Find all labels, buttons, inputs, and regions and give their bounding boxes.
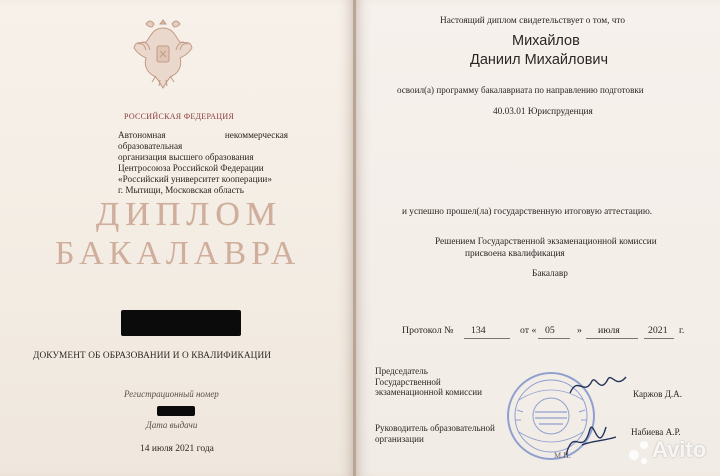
qualification: Бакалавр — [532, 269, 568, 279]
issue-date-label: Дата выдачи — [146, 420, 198, 430]
organization-line: «Российский университет кооперации» — [118, 174, 272, 184]
organization-line: Автономная некоммерческая образовательная — [118, 130, 288, 151]
graduate-surname: Михайлов — [512, 33, 580, 49]
registration-number-label: Регистрационный номер — [124, 389, 219, 399]
protocol-close-quote: » — [577, 325, 582, 336]
mastered-program-text: освоил(а) программу бакалавриата по направлению подготовки — [397, 85, 644, 95]
protocol-year: 2021 — [648, 325, 668, 336]
protocol-label: Протокол № — [402, 325, 454, 336]
diploma-title-line2: БАКАЛАВРА — [55, 235, 301, 272]
organization-name — [118, 130, 288, 196]
commission-chair-title: Председатель Государственной экзаменационной комиссии — [375, 366, 482, 397]
program-code: 40.03.01 Юриспруденция — [493, 107, 593, 117]
document-type: ДОКУМЕНТ ОБ ОБРАЗОВАНИИ И О КВАЛИФИКАЦИИ — [33, 351, 272, 361]
protocol-number: 134 — [471, 325, 486, 336]
intro-text: Настоящий диплом свидетельствует о том, что — [440, 16, 625, 26]
organization-city: г. Мытищи, Московская область — [118, 185, 244, 195]
organization-line: Центросоюза Российской Федерации — [118, 163, 264, 173]
issue-date: 14 июля 2021 года — [140, 444, 214, 454]
commission-chair-name: Каржов Д.А. — [633, 389, 683, 399]
protocol-date-prefix: от « — [520, 325, 537, 336]
coat-of-arms-emblem — [132, 14, 194, 94]
diploma-title-line1: ДИПЛОМ — [96, 196, 283, 233]
organization-line: организация высшего образования — [118, 152, 254, 162]
protocol-number-underline — [464, 338, 510, 339]
redacted-serial-number — [121, 310, 241, 336]
protocol-month-underline — [586, 338, 638, 339]
country-heading: РОССИЙСКАЯ ФЕДЕРАЦИЯ — [124, 112, 235, 121]
stamp-place-mark: М.П. — [554, 451, 571, 460]
protocol-year-underline — [644, 338, 674, 339]
attestation-text: и успешно прошел(ла) государственную итоговую аттестацию. — [402, 207, 653, 217]
graduate-name: Даниил Михайлович — [470, 52, 609, 68]
avito-watermark: Avito — [652, 437, 707, 462]
chair-signature — [566, 371, 630, 399]
protocol-year-suffix: г. — [679, 325, 685, 336]
protocol-day-underline — [538, 338, 570, 339]
organization-head-name: Набиева А.Р. — [631, 427, 681, 437]
protocol-day: 05 — [545, 325, 555, 336]
commission-decision-line1: Решением Государственной экзаменационной комиссии — [435, 237, 657, 247]
protocol-month: июля — [598, 325, 620, 336]
redacted-registration-number — [157, 406, 195, 416]
commission-decision-line2: присвоена квалификация — [465, 249, 565, 259]
organization-head-title: Руководитель образовательной организации — [375, 423, 495, 444]
